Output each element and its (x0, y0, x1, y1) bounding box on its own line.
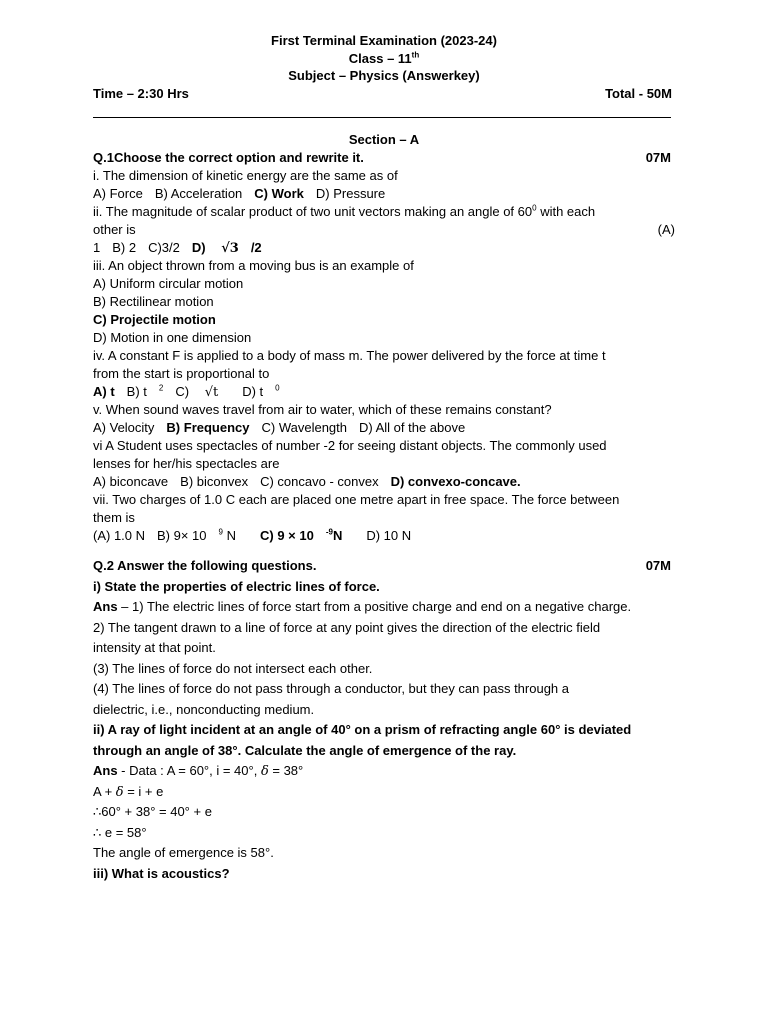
exponent: 9 (218, 527, 223, 537)
q1-marks: 07M (645, 150, 671, 165)
sqrt-expression: √t (204, 385, 219, 400)
data-text: - Data : A = 60°, i = 40°, (117, 763, 261, 778)
option: 1 (93, 240, 101, 255)
option: D) Pressure (315, 186, 386, 201)
q2-i-answer-2: 2) The tangent drawn to a line of force at any point gives the direction of the electric field (93, 619, 601, 635)
option: C) concavo - convex (260, 474, 379, 489)
option-a-label: (A) (657, 222, 675, 237)
option: B) biconvex (180, 474, 249, 489)
header-divider (93, 117, 671, 118)
option-d-suffix: /2 (250, 240, 262, 255)
exam-meta (93, 86, 672, 101)
q2-ii-data (93, 761, 675, 782)
data-text-end: = 38° (268, 763, 304, 778)
option-d-text: D) t (242, 384, 264, 399)
correct-option: B) Frequency (166, 420, 250, 435)
answer-label: Ans (93, 599, 118, 614)
q2-i-answer-2-cont: intensity at that point. (93, 640, 216, 655)
option-c-unit: N (332, 528, 343, 543)
q1-vi-question-cont: lenses for her/his spectacles are (93, 456, 280, 471)
option (157, 528, 248, 543)
exponent: 0 (275, 383, 280, 393)
q1-ii-options (93, 239, 675, 257)
q1-ii-question (93, 203, 675, 221)
total-marks: Total - 50M (605, 86, 672, 101)
q1-ii-text-2: other is (93, 222, 136, 237)
q1-iv-question-cont: from the start is proportional to (93, 366, 270, 381)
delta-symbol: δ (260, 764, 269, 779)
q1-vi-question: vi A Student uses spectacles of number -2 for seeing distant objects. The commonly used (93, 438, 607, 453)
q2-ii-question: ii) A ray of light incident at an angle of 40° on a prism of refracting angle 60° is deviated (93, 722, 632, 737)
q2-i-answer-1 (93, 597, 675, 618)
correct-option: A) t (93, 384, 115, 399)
q1-i-options (93, 185, 675, 203)
option (127, 384, 164, 399)
option-b-unit: N (222, 528, 236, 543)
option: A) Uniform circular motion (93, 276, 244, 291)
q2-title: Q.2 Answer the following questions. (93, 558, 317, 573)
q2-marks: 07M (645, 558, 671, 573)
q2-ii-result: The angle of emergence is 58°. (93, 845, 274, 860)
q1-i-question: i. The dimension of kinetic energy are the same as of (93, 168, 398, 183)
q1-vii-question-cont: them is (93, 510, 135, 525)
q1-iii-question: iii. An object thrown from a moving bus is an example of (93, 258, 414, 273)
option-b-text: B) t (126, 384, 147, 399)
delta-symbol: δ (115, 784, 124, 800)
time-label: Time – 2:30 Hrs (93, 86, 189, 101)
spacer (93, 545, 675, 556)
option: C) Wavelength (261, 420, 347, 435)
exponent: -9 (325, 527, 333, 537)
q1-vii-options (93, 527, 675, 545)
sqrt-expression: √3 (221, 241, 239, 256)
option: (A) 1.0 N (93, 528, 146, 543)
q2-ii-question-cont: through an angle of 38°. Calculate the angle of emergence of the ray. (93, 742, 517, 758)
exam-header (0, 0, 768, 85)
q2-ii-equation-1 (93, 782, 675, 803)
q1-iv-options (93, 383, 675, 401)
q2-heading (93, 556, 675, 577)
correct-option: D) convexo-concave. (390, 474, 521, 489)
option-c-prefix: C) (175, 384, 193, 399)
q1-iv-question: iv. A constant F is applied to a body of mass m. The power delivered by the force at time t (93, 348, 606, 363)
option: C)3/2 (148, 240, 180, 255)
option: D) Motion in one dimension (93, 330, 252, 345)
answer-text: – 1) The electric lines of force start from a positive charge and end on a negative charge. (117, 599, 632, 614)
option-b-text: B) 9× 10 (157, 528, 207, 543)
option: A) Velocity (93, 420, 155, 435)
q2-i-answer-4-cont: dielectric, i.e., nonconducting medium. (93, 701, 315, 717)
correct-option: C) Projectile motion (93, 312, 216, 327)
q1-title: Q.1Choose the correct option and rewrite it. (93, 150, 364, 165)
correct-option (260, 528, 354, 543)
q1-vii-question: vii. Two charges of 1.0 C each are placed one metre apart in free space. The force between (93, 492, 620, 507)
q2-ii-equation-2: ∴60° + 38° = 40° + e (93, 804, 212, 819)
q1-ii-text: ii. The magnitude of scalar product of two unit vectors making an angle of 60 (93, 204, 533, 219)
option: B) 2 (112, 240, 137, 255)
q1-v-options (93, 419, 675, 437)
q2-ii-equation-3: ∴ e = 58° (93, 824, 147, 840)
eq-text-end: = i + e (123, 783, 164, 799)
eq-text: A + (93, 783, 116, 799)
q1-ii-question-cont (93, 221, 675, 239)
q2-iii-question: iii) What is acoustics? (93, 865, 230, 881)
correct-option (192, 240, 274, 255)
q1-heading (93, 149, 675, 167)
correct-option: C) Work (254, 186, 304, 201)
q2-i-answer-4: (4) The lines of force do not pass through a conductor, but they can pass through a (93, 681, 570, 696)
exam-title: First Terminal Examination (2023-24) (271, 33, 497, 48)
exponent: 2 (158, 383, 164, 393)
option (175, 384, 230, 399)
option: A) Force (93, 186, 143, 201)
section-title: Section – A (348, 132, 420, 147)
subject-line: Subject – Physics (Answerkey) (288, 68, 480, 83)
option: A) biconcave (93, 474, 169, 489)
q1-ii-text-end: with each (536, 204, 596, 219)
q2-i-question: i) State the properties of electric lines of force. (93, 578, 380, 594)
option: D) 10 N (366, 528, 412, 543)
answer-label: Ans (93, 763, 118, 778)
q1-vi-options (93, 473, 675, 491)
option-c-text: C) 9 × 10 (259, 528, 314, 543)
option (242, 384, 279, 399)
class-label: Class – 11 (348, 50, 412, 66)
class-superscript: th (411, 50, 420, 60)
option-d-prefix: D) (191, 240, 210, 255)
option: D) All of the above (359, 420, 466, 435)
exam-body (93, 131, 675, 884)
class-line (0, 50, 768, 68)
option: B) Acceleration (154, 186, 243, 201)
option: B) Rectilinear motion (93, 294, 214, 309)
degree-superscript: 0 (532, 203, 537, 213)
q2-i-answer-3: (3) The lines of force do not intersect each other. (93, 660, 373, 676)
q1-v-question: v. When sound waves travel from air to water, which of these remains constant? (93, 402, 552, 417)
